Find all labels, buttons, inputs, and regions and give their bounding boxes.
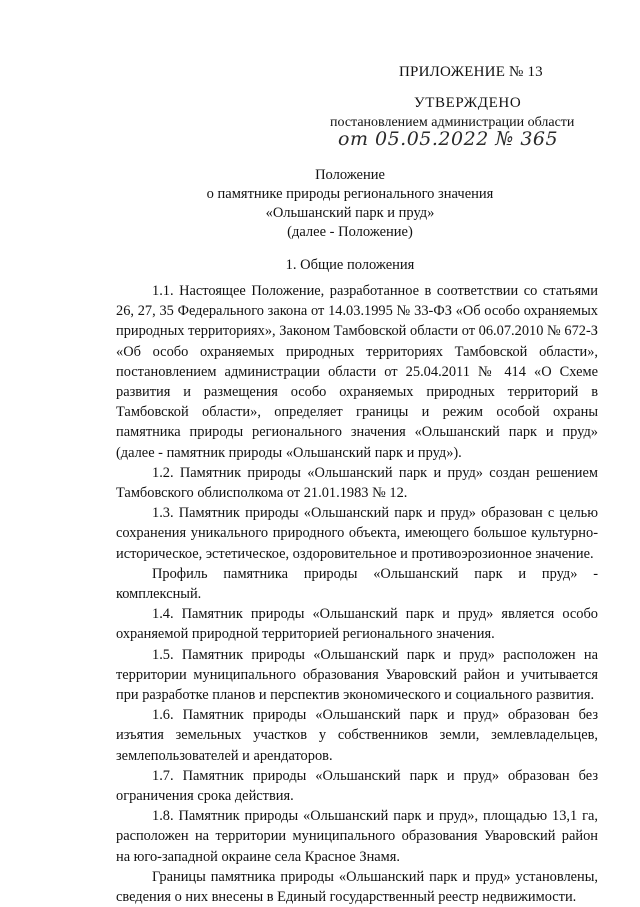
section-heading: 1. Общие положения xyxy=(285,257,415,273)
paragraph-1-4: 1.4. Памятник природы «Ольшанский парк и пруд» является особо охраняемой природной территорией регионального значения. xyxy=(116,606,598,643)
approved-stamp: УТВЕРЖДЕНО xyxy=(414,95,522,111)
body-text xyxy=(116,281,598,907)
paragraph-1-1: 1.1. Настоящее Положение, разработанное в соответствии со статьями 26, 27, 35 Федерального закона от 14.03.1995 № 33-ФЗ «Об особо охраняемых природных территориях», Законом Тамбовской области от 06.07.2010 № 672-З «Об особо охраняемых природных территориях Тамбовской области», постановлением администрации области от 25.04.2011 № 414 «О Схеме развития и размещения особо охраняемых природных территорий в Тамбовской области», определяет границы и режим особой охраны памятника природы регионального значения «Ольшанский парк и пруд» (далее - памятник природы «Ольшанский парк и пруд»). xyxy=(116,283,598,461)
appendix-number: ПРИЛОЖЕНИЕ № 13 xyxy=(399,64,543,80)
document-title: Положение xyxy=(315,167,385,183)
document-alias: (далее - Положение) xyxy=(287,224,413,240)
handwritten-date-number: от 05.05.2022 № 365 xyxy=(338,128,559,150)
paragraph-profile: Профиль памятника природы «Ольшанский парк и пруд» - комплексный. xyxy=(116,565,598,603)
document-object-name: «Ольшанский парк и пруд» xyxy=(265,205,435,221)
paragraph-1-3: 1.3. Памятник природы «Ольшанский парк и пруд» образован с целью сохранения уникального природного объекта, имеющего большое культурно-историческое, эстетическое, оздоровительное и противоэрозионное значение. xyxy=(116,505,598,562)
paragraph-1-8: 1.8. Памятник природы «Ольшанский парк и пруд», площадью 13,1 га, расположен на территории муниципального образования Уваровский район на юго-западной окраине села Красное Знамя. xyxy=(116,808,598,865)
resolution-line: постановлением администрации области xyxy=(330,115,575,130)
paragraph-1-5: 1.5. Памятник природы «Ольшанский парк и пруд» расположен на территории муниципального образования Уваровский район и учитывается при разработке планов и перспектив экономического и социального развития. xyxy=(116,646,598,704)
document-subtitle: о памятнике природы регионального значения xyxy=(206,186,494,202)
paragraph-1-2: 1.2. Памятник природы «Ольшанский парк и пруд» создан решением Тамбовского облисполкома от 21.01.1983 № 12. xyxy=(116,464,598,502)
paragraph-1-6: 1.6. Памятник природы «Ольшанский парк и пруд» образован без изъятия земельных участков у собственников земли, землевладельцев, землепользователей и арендаторов. xyxy=(116,707,598,764)
paragraph-1-7: 1.7. Памятник природы «Ольшанский парк и пруд» образован без ограничения срока действия. xyxy=(116,767,598,805)
paragraph-borders: Границы памятника природы «Ольшанский парк и пруд» установлены, сведения о них внесены в Единый государственный реестр недвижимости. xyxy=(116,868,598,906)
